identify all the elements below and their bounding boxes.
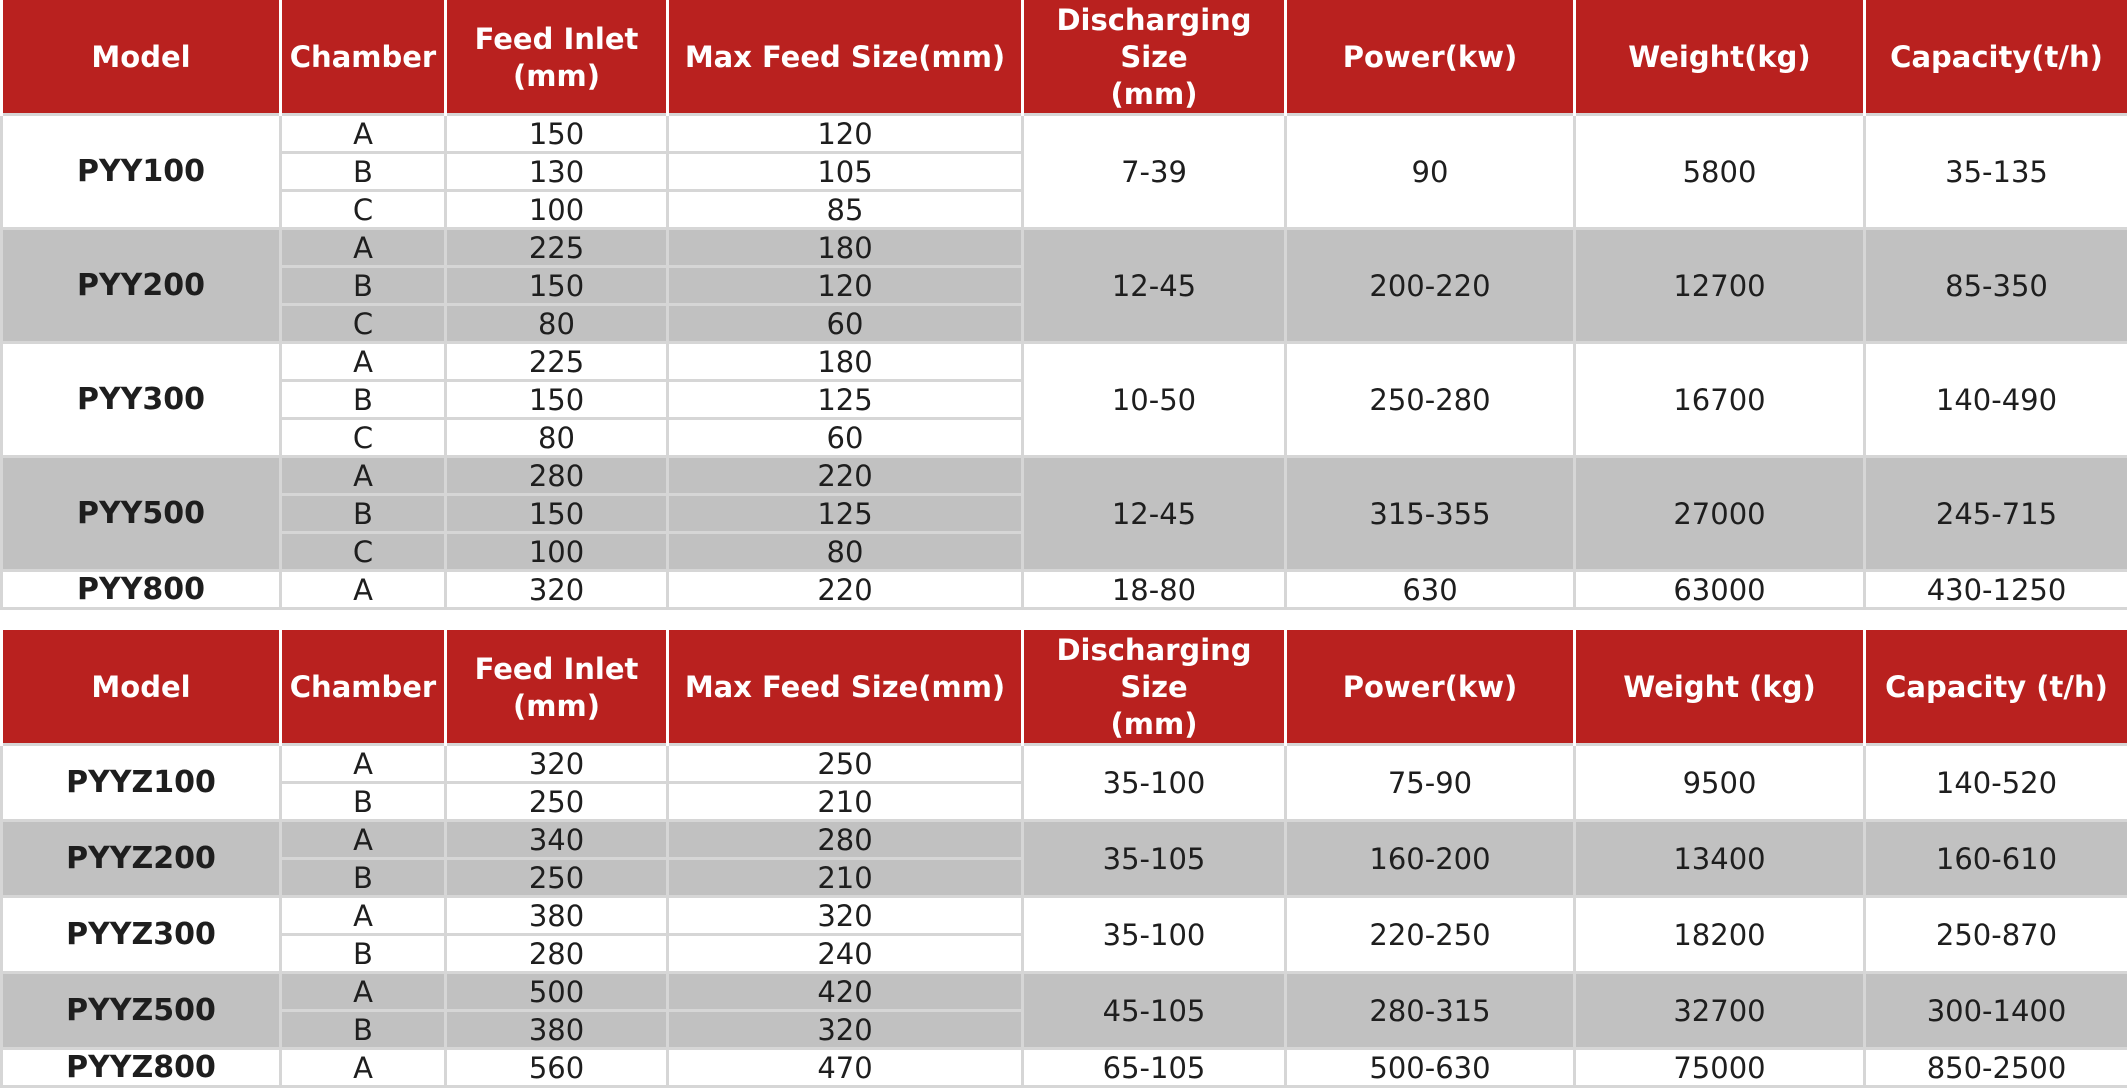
model-cell: PYYZ800 <box>2 1049 281 1087</box>
max-feed-size-cell: 210 <box>668 859 1023 897</box>
power-cell: 200-220 <box>1286 229 1575 343</box>
model-cell: PYY500 <box>2 457 281 571</box>
weight-cell: 12700 <box>1575 229 1865 343</box>
model-cell: PYYZ200 <box>2 821 281 897</box>
power-cell: 250-280 <box>1286 343 1575 457</box>
column-header-weight: Weight(kg) <box>1575 1 1865 115</box>
feed-inlet-cell: 150 <box>446 267 668 305</box>
feed-inlet-cell: 100 <box>446 533 668 571</box>
feed-inlet-cell: 500 <box>446 973 668 1011</box>
chamber-cell: A <box>281 745 446 783</box>
weight-cell: 32700 <box>1575 973 1865 1049</box>
column-header-chamber: Chamber <box>281 631 446 745</box>
chamber-cell: C <box>281 419 446 457</box>
chamber-cell: C <box>281 533 446 571</box>
column-header-discharging-size: Discharging Size (mm) <box>1023 1 1286 115</box>
chamber-cell: A <box>281 457 446 495</box>
capacity-cell: 35-135 <box>1865 115 2127 229</box>
chamber-cell: B <box>281 267 446 305</box>
model-cell: PYY800 <box>2 571 281 609</box>
discharging-size-cell: 35-100 <box>1023 745 1286 821</box>
capacity-cell: 160-610 <box>1865 821 2127 897</box>
discharging-size-cell: 12-45 <box>1023 457 1286 571</box>
power-cell: 90 <box>1286 115 1575 229</box>
model-cell: PYY100 <box>2 115 281 229</box>
power-cell: 220-250 <box>1286 897 1575 973</box>
spec-table-pyyz <box>0 630 2127 1088</box>
max-feed-size-cell: 180 <box>668 229 1023 267</box>
table-row <box>2 821 2127 859</box>
feed-inlet-cell: 320 <box>446 745 668 783</box>
model-group <box>2 571 2127 609</box>
max-feed-size-cell: 220 <box>668 571 1023 609</box>
chamber-cell: B <box>281 1011 446 1049</box>
weight-cell: 16700 <box>1575 343 1865 457</box>
model-group <box>2 115 2127 229</box>
chamber-cell: B <box>281 859 446 897</box>
model-cell: PYYZ500 <box>2 973 281 1049</box>
table-row <box>2 115 2127 153</box>
chamber-cell: A <box>281 897 446 935</box>
chamber-cell: A <box>281 229 446 267</box>
max-feed-size-cell: 240 <box>668 935 1023 973</box>
discharging-size-cell: 45-105 <box>1023 973 1286 1049</box>
discharging-size-cell: 65-105 <box>1023 1049 1286 1087</box>
column-header-power: Power(kw) <box>1286 631 1575 745</box>
max-feed-size-cell: 250 <box>668 745 1023 783</box>
power-cell: 160-200 <box>1286 821 1575 897</box>
weight-cell: 5800 <box>1575 115 1865 229</box>
feed-inlet-cell: 320 <box>446 571 668 609</box>
chamber-cell: A <box>281 115 446 153</box>
discharging-size-cell: 10-50 <box>1023 343 1286 457</box>
column-header-power: Power(kw) <box>1286 1 1575 115</box>
table-row <box>2 457 2127 495</box>
column-header-model: Model <box>2 631 281 745</box>
power-cell: 500-630 <box>1286 1049 1575 1087</box>
feed-inlet-cell: 280 <box>446 935 668 973</box>
feed-inlet-cell: 80 <box>446 419 668 457</box>
table-row <box>2 973 2127 1011</box>
max-feed-size-cell: 470 <box>668 1049 1023 1087</box>
weight-cell: 18200 <box>1575 897 1865 973</box>
feed-inlet-cell: 280 <box>446 457 668 495</box>
power-cell: 280-315 <box>1286 973 1575 1049</box>
table-row <box>2 1049 2127 1087</box>
discharging-size-cell: 35-105 <box>1023 821 1286 897</box>
header-row <box>2 1 2127 115</box>
feed-inlet-cell: 80 <box>446 305 668 343</box>
model-group <box>2 457 2127 571</box>
discharging-size-cell: 12-45 <box>1023 229 1286 343</box>
weight-cell: 27000 <box>1575 457 1865 571</box>
chamber-cell: C <box>281 191 446 229</box>
feed-inlet-cell: 225 <box>446 343 668 381</box>
chamber-cell: B <box>281 495 446 533</box>
model-cell: PYY200 <box>2 229 281 343</box>
model-cell: PYY300 <box>2 343 281 457</box>
chamber-cell: C <box>281 305 446 343</box>
model-group <box>2 343 2127 457</box>
capacity-cell: 245-715 <box>1865 457 2127 571</box>
chamber-cell: B <box>281 381 446 419</box>
max-feed-size-cell: 105 <box>668 153 1023 191</box>
weight-cell: 13400 <box>1575 821 1865 897</box>
model-group <box>2 745 2127 821</box>
table-row <box>2 229 2127 267</box>
power-cell: 630 <box>1286 571 1575 609</box>
column-header-max-feed-size: Max Feed Size(mm) <box>668 631 1023 745</box>
feed-inlet-cell: 250 <box>446 859 668 897</box>
model-cell: PYYZ300 <box>2 897 281 973</box>
feed-inlet-cell: 380 <box>446 897 668 935</box>
chamber-cell: B <box>281 153 446 191</box>
chamber-cell: B <box>281 783 446 821</box>
max-feed-size-cell: 125 <box>668 381 1023 419</box>
feed-inlet-cell: 150 <box>446 495 668 533</box>
table-row <box>2 571 2127 609</box>
max-feed-size-cell: 220 <box>668 457 1023 495</box>
column-header-model: Model <box>2 1 281 115</box>
max-feed-size-cell: 280 <box>668 821 1023 859</box>
feed-inlet-cell: 150 <box>446 381 668 419</box>
max-feed-size-cell: 60 <box>668 419 1023 457</box>
header-row <box>2 631 2127 745</box>
max-feed-size-cell: 120 <box>668 267 1023 305</box>
column-header-capacity: Capacity (t/h) <box>1865 631 2127 745</box>
chamber-cell: A <box>281 343 446 381</box>
capacity-cell: 85-350 <box>1865 229 2127 343</box>
column-header-weight: Weight (kg) <box>1575 631 1865 745</box>
chamber-cell: A <box>281 571 446 609</box>
max-feed-size-cell: 320 <box>668 897 1023 935</box>
model-cell: PYYZ100 <box>2 745 281 821</box>
model-group <box>2 229 2127 343</box>
discharging-size-cell: 18-80 <box>1023 571 1286 609</box>
feed-inlet-cell: 130 <box>446 153 668 191</box>
max-feed-size-cell: 180 <box>668 343 1023 381</box>
feed-inlet-cell: 560 <box>446 1049 668 1087</box>
chamber-cell: A <box>281 821 446 859</box>
chamber-cell: B <box>281 935 446 973</box>
column-header-discharging-size: Discharging Size (mm) <box>1023 631 1286 745</box>
table-header <box>2 1 2127 115</box>
power-cell: 75-90 <box>1286 745 1575 821</box>
column-header-chamber: Chamber <box>281 1 446 115</box>
model-group <box>2 897 2127 973</box>
column-header-capacity: Capacity(t/h) <box>1865 1 2127 115</box>
max-feed-size-cell: 80 <box>668 533 1023 571</box>
max-feed-size-cell: 60 <box>668 305 1023 343</box>
max-feed-size-cell: 85 <box>668 191 1023 229</box>
feed-inlet-cell: 340 <box>446 821 668 859</box>
discharging-size-cell: 7-39 <box>1023 115 1286 229</box>
max-feed-size-cell: 320 <box>668 1011 1023 1049</box>
table-row <box>2 897 2127 935</box>
feed-inlet-cell: 250 <box>446 783 668 821</box>
table-header <box>2 631 2127 745</box>
weight-cell: 63000 <box>1575 571 1865 609</box>
feed-inlet-cell: 150 <box>446 115 668 153</box>
weight-cell: 9500 <box>1575 745 1865 821</box>
feed-inlet-cell: 225 <box>446 229 668 267</box>
model-group <box>2 821 2127 897</box>
max-feed-size-cell: 120 <box>668 115 1023 153</box>
capacity-cell: 430-1250 <box>1865 571 2127 609</box>
table-row <box>2 343 2127 381</box>
power-cell: 315-355 <box>1286 457 1575 571</box>
column-header-feed-inlet: Feed Inlet (mm) <box>446 631 668 745</box>
max-feed-size-cell: 125 <box>668 495 1023 533</box>
capacity-cell: 300-1400 <box>1865 973 2127 1049</box>
column-header-max-feed-size: Max Feed Size(mm) <box>668 1 1023 115</box>
max-feed-size-cell: 210 <box>668 783 1023 821</box>
capacity-cell: 140-490 <box>1865 343 2127 457</box>
max-feed-size-cell: 420 <box>668 973 1023 1011</box>
capacity-cell: 850-2500 <box>1865 1049 2127 1087</box>
column-header-feed-inlet: Feed Inlet (mm) <box>446 1 668 115</box>
capacity-cell: 140-520 <box>1865 745 2127 821</box>
model-group <box>2 1049 2127 1087</box>
capacity-cell: 250-870 <box>1865 897 2127 973</box>
table-row <box>2 745 2127 783</box>
weight-cell: 75000 <box>1575 1049 1865 1087</box>
feed-inlet-cell: 380 <box>446 1011 668 1049</box>
model-group <box>2 973 2127 1049</box>
chamber-cell: A <box>281 973 446 1011</box>
chamber-cell: A <box>281 1049 446 1087</box>
discharging-size-cell: 35-100 <box>1023 897 1286 973</box>
feed-inlet-cell: 100 <box>446 191 668 229</box>
